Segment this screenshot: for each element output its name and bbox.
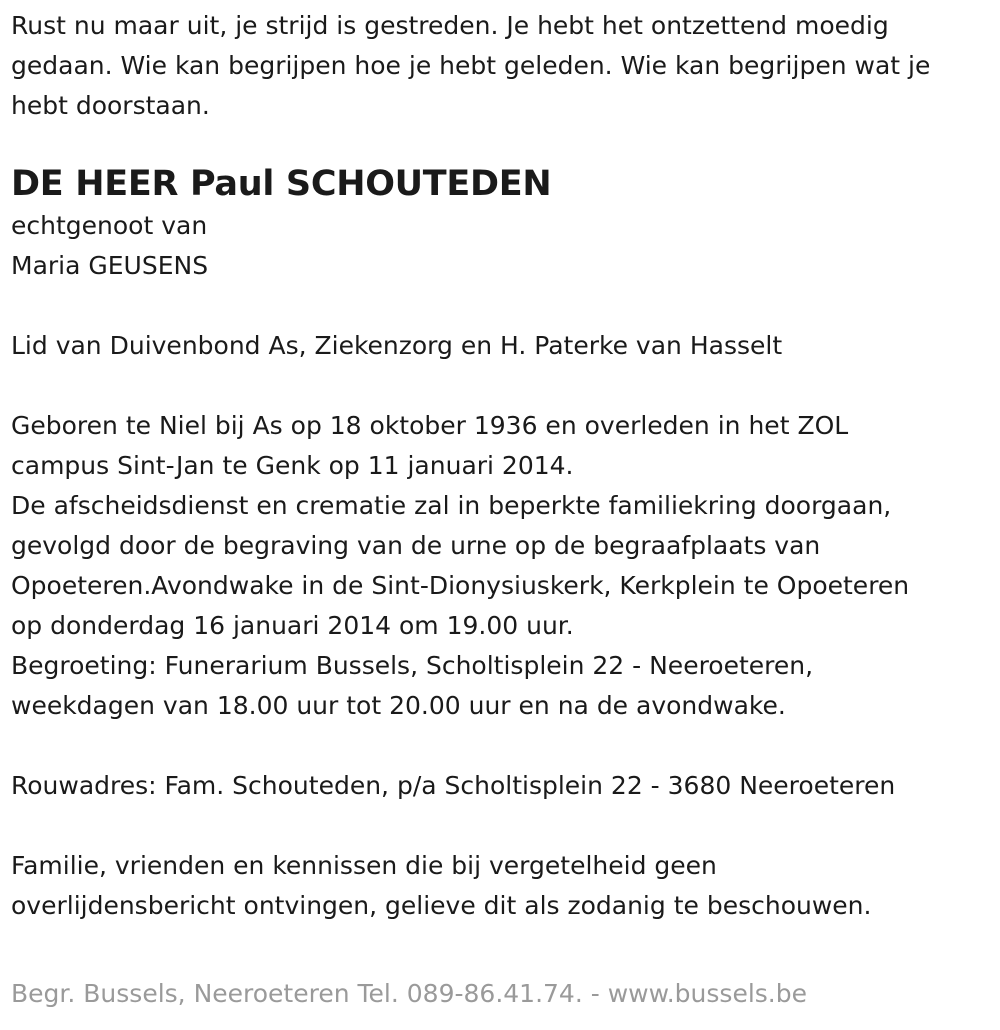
spacer <box>11 806 996 846</box>
obituary-document <box>11 6 996 926</box>
intro-line: hebt doorstaan. <box>11 91 210 120</box>
membership-text: Lid van Duivenbond As, Ziekenzorg en H. Paterke van Hasselt <box>11 331 783 360</box>
details-line: Begroeting: Funerarium Bussels, Scholtisplein 22 - Neeroeteren, <box>11 651 814 680</box>
details-paragraph <box>11 406 996 726</box>
spacer <box>11 366 996 406</box>
mourning-address: Rouwadres: Fam. Schouteden, p/a Scholtisplein 22 - 3680 Neeroeteren <box>11 771 896 800</box>
details-line: weekdagen van 18.00 uur tot 20.00 uur en na de avondwake. <box>11 691 786 720</box>
intro-quote <box>11 6 996 126</box>
details-line: De afscheidsdienst en crematie zal in beperkte familiekring doorgaan, <box>11 491 892 520</box>
funeral-home-footer: Begr. Bussels, Neeroeteren Tel. 089-86.41.74. - www.bussels.be <box>11 979 807 1008</box>
notice-line: overlijdensbericht ontvingen, gelieve dit als zodanig te beschouwen. <box>11 891 872 920</box>
details-line: Opoeteren.Avondwake in de Sint-Dionysiuskerk, Kerkplein te Opoeteren <box>11 571 910 600</box>
intro-line: gedaan. Wie kan begrijpen hoe je hebt geleden. Wie kan begrijpen wat je <box>11 51 931 80</box>
relation-label: echtgenoot van <box>11 211 208 240</box>
intro-line: Rust nu maar uit, je strijd is gestreden. Je hebt het ontzettend moedig <box>11 11 889 40</box>
details-line: campus Sint-Jan te Genk op 11 januari 2014. <box>11 451 574 480</box>
details-line: gevolgd door de begraving van de urne op de begraafplaats van <box>11 531 821 560</box>
spouse-name: Maria GEUSENS <box>11 251 209 280</box>
spacer <box>11 726 996 766</box>
details-line: op donderdag 16 januari 2014 om 19.00 uur. <box>11 611 574 640</box>
deceased-name: DE HEER Paul SCHOUTEDEN <box>11 164 552 204</box>
details-line: Geboren te Niel bij As op 18 oktober 1936 en overleden in het ZOL <box>11 411 849 440</box>
notice-line: Familie, vrienden en kennissen die bij vergetelheid geen <box>11 851 717 880</box>
spacer <box>11 286 996 326</box>
notice-paragraph <box>11 846 996 926</box>
